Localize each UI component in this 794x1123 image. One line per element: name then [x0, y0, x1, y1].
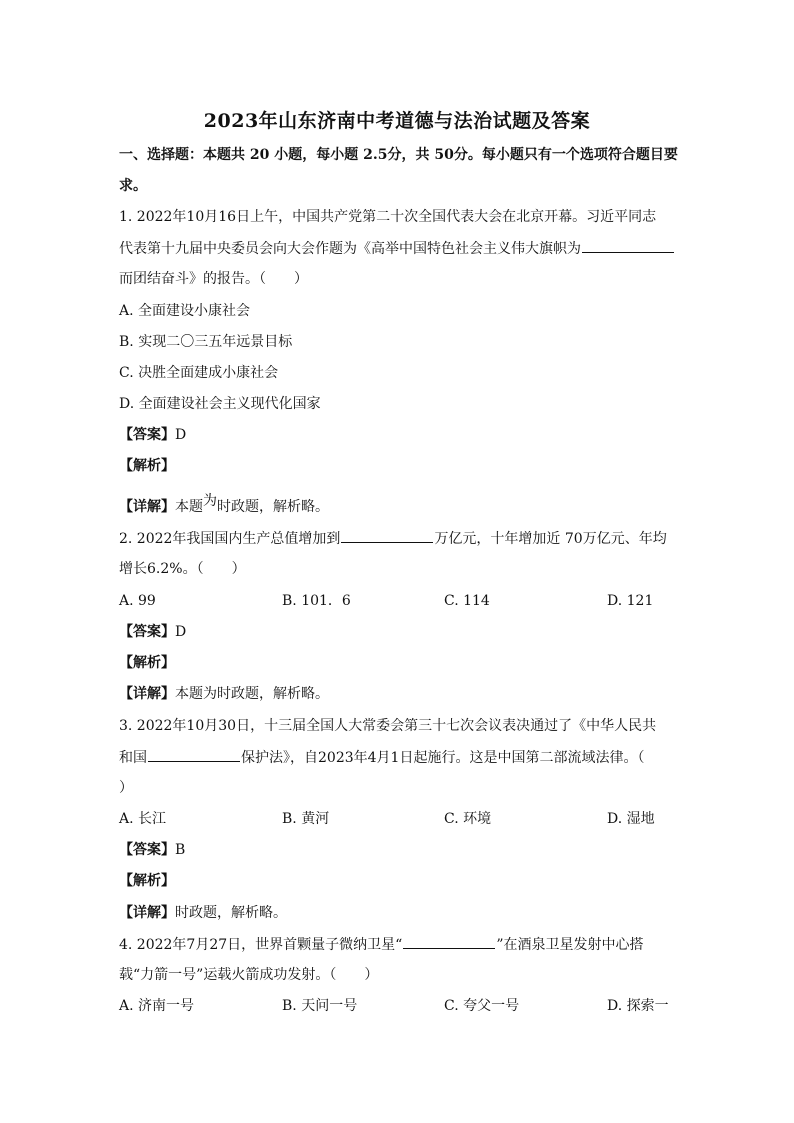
q3-detail-label: 【详解】	[119, 905, 175, 921]
q3-analysis-label: 【解析】	[119, 873, 175, 889]
q3-stem-line2	[119, 747, 644, 768]
q1-analysis-label: 【解析】	[119, 458, 175, 474]
q1-option-b: B. 实现二〇三五年远景目标	[119, 334, 293, 350]
q1-blank	[582, 238, 674, 253]
q2-stem-line1-b: 万亿元，十年增加近 70万亿元、年均	[434, 531, 667, 547]
q1-stem-line2	[119, 238, 675, 259]
q3-stem-line2-b: 保护法》，自2023年4月1日起施行。这是中国第二部流域法律。（	[241, 750, 645, 766]
q1-stem-line2-text: 代表第十九届中央委员会向大会作题为《高举中国特色社会主义伟大旗帜为	[119, 241, 581, 257]
q1-answer-label: 【答案】	[119, 427, 175, 443]
q1-answer-value: D	[175, 427, 187, 443]
q1-detail-text-a: 本题	[175, 499, 203, 515]
q4-option-b: B. 天问一号	[282, 998, 358, 1014]
section-heading-line2: 求。	[119, 178, 147, 194]
q1-detail-label: 【详解】	[119, 499, 175, 515]
q2-answer-value: D	[175, 624, 187, 640]
q3-detail-text: 时政题，解析略。	[175, 905, 287, 921]
q3-answer-label: 【答案】	[119, 842, 175, 858]
q3-detail	[119, 903, 287, 923]
q4-stem-line2: 载“力箭一号”运载火箭成功发射。（ ）	[119, 967, 379, 983]
q3-answer-value: B	[175, 842, 186, 858]
q2-option-c: C. 114	[444, 593, 490, 609]
q1-option-d: D. 全面建设社会主义现代化国家	[119, 396, 321, 412]
q1-stem-line1: 1. 2022年10月16日上午，中国共产党第二十次全国代表大会在北京开幕。习近平同志	[119, 209, 657, 225]
q3-stem-line3: ）	[119, 780, 133, 796]
q2-blank	[341, 528, 433, 543]
q1-detail	[119, 493, 329, 517]
q2-analysis-label: 【解析】	[119, 655, 175, 671]
q4-stem-line1-a: 4. 2022年7月27日，世界首颗量子微纳卫星“	[119, 937, 403, 953]
q2-detail-label: 【详解】	[119, 686, 175, 702]
q4-option-a: A. 济南一号	[119, 998, 195, 1014]
q1-answer	[119, 425, 186, 445]
q3-option-c: C. 环境	[444, 811, 492, 827]
q4-stem-line1	[119, 934, 644, 955]
q1-detail-text-raised: 为	[203, 493, 217, 509]
q4-option-d: D. 探索一	[607, 998, 669, 1014]
q1-option-a: A. 全面建设小康社会	[119, 303, 251, 319]
q2-option-a: A. 99	[119, 593, 156, 609]
q2-detail	[119, 684, 329, 704]
q1-stem-line3: 而团结奋斗》的报告。（ ）	[119, 271, 308, 287]
section-heading-line1: 一、选择题：本题共 20 小题，每小题 2.5分，共 50分。每小题只有一个选项符合题目要	[119, 147, 678, 163]
q2-answer-label: 【答案】	[119, 624, 175, 640]
q2-stem-line1-a: 2. 2022年我国国内生产总值增加到	[119, 531, 341, 547]
q2-option-d: D. 121	[607, 593, 654, 609]
q2-stem-line1	[119, 528, 667, 549]
q1-option-c: C. 决胜全面建成小康社会	[119, 365, 279, 381]
q1-detail-text-b: 时政题，解析略。	[217, 499, 329, 515]
q2-option-b: B. 101．6	[282, 593, 351, 609]
q4-stem-line1-b: ”在酒泉卫星发射中心搭	[496, 937, 644, 953]
q3-option-a: A. 长江	[119, 811, 167, 827]
q3-option-b: B. 黄河	[282, 811, 330, 827]
q4-option-c: C. 夸父一号	[444, 998, 520, 1014]
q3-blank	[148, 747, 240, 762]
q3-option-d: D. 湿地	[607, 811, 655, 827]
q3-answer	[119, 840, 185, 860]
q2-detail-text: 本题为时政题，解析略。	[175, 686, 329, 702]
q3-stem-line2-a: 和国	[119, 750, 147, 766]
document-title: 2023年山东济南中考道德与法治试题及答案	[203, 110, 591, 132]
q3-stem-line1: 3. 2022年10月30日，十三届全国人大常委会第三十七次会议表决通过了《中华人民共	[119, 718, 657, 734]
q4-blank	[403, 934, 495, 949]
q2-stem-line2: 增长6.2%。（ ）	[119, 561, 246, 577]
q2-answer	[119, 622, 186, 642]
